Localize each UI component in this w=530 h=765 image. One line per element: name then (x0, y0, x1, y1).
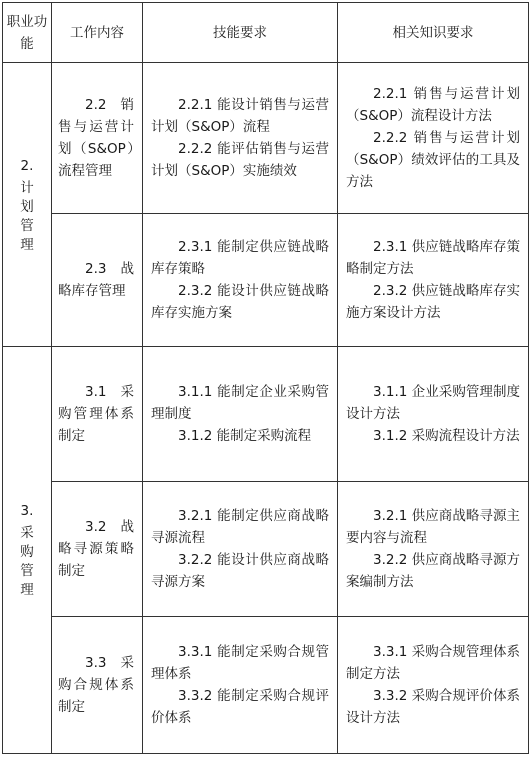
skill-cell: 3.2.1 能制定供应商战略寻源流程 3.2.2 能设计供应商战略寻源方案 (143, 482, 338, 617)
function-number: 2. (20, 157, 34, 174)
knowledge-cell: 3.3.1 采购合规管理体系制定方法 3.3.2 采购合规评价体系设计方法 (338, 617, 529, 754)
table-row (3, 617, 529, 754)
function-number: 3. (20, 503, 34, 519)
work-content-cell: 2.2 销售与运营计划（S&OP）流程管理 (52, 63, 143, 214)
header-knowledge: 相关知识要求 (338, 3, 529, 63)
skill-cell: 2.3.1 能制定供应链战略库存策略 2.3.2 能设计供应链战略库存实施方案 (143, 214, 338, 347)
knowledge-cell: 3.2.1 供应商战略寻源主要内容与流程 3.2.2 供应商战略寻源方案编制方法 (338, 482, 529, 617)
skill-cell: 2.2.1 能设计销售与运营计划（S&OP）流程 2.2.2 能评估销售与运营计划（S&OP）实施绩效 (143, 63, 338, 214)
skill-cell: 3.3.1 能制定采购合规管理体系 3.3.2 能制定采购合规评价体系 (143, 617, 338, 754)
knowledge-cell: 3.1.1 企业采购管理制度设计方法 3.1.2 采购流程设计方法 (338, 347, 529, 482)
work-content-cell: 3.1 采购管理体系制定 (52, 347, 143, 482)
table-row (3, 63, 529, 214)
knowledge-cell: 2.3.1 供应链战略库存策略制定方法 2.3.2 供应链战略库存实施方案设计方法 (338, 214, 529, 347)
header-row (3, 3, 529, 63)
header-skill: 技能要求 (143, 3, 338, 63)
work-content-cell: 2.3 战略库存管理 (52, 214, 143, 347)
table-row (3, 214, 529, 347)
standards-table (2, 2, 529, 754)
header-func: 职业功能 (3, 3, 52, 63)
function-cell-plan: 2. 计 划 管 理 (3, 63, 52, 347)
table-row (3, 482, 529, 617)
function-cell-procurement: 3. 采 购 管 理 (3, 347, 52, 754)
skill-cell: 3.1.1 能制定企业采购管理制度 3.1.2 能制定采购流程 (143, 347, 338, 482)
header-work: 工作内容 (52, 3, 143, 63)
work-content-cell: 3.3 采购合规体系制定 (52, 617, 143, 754)
knowledge-cell: 2.2.1 销售与运营计划（S&OP）流程设计方法 2.2.2 销售与运营计划（S&OP）绩效评估的工具及方法 (338, 63, 529, 214)
work-content-cell: 3.2 战略寻源策略制定 (52, 482, 143, 617)
table-row (3, 347, 529, 482)
